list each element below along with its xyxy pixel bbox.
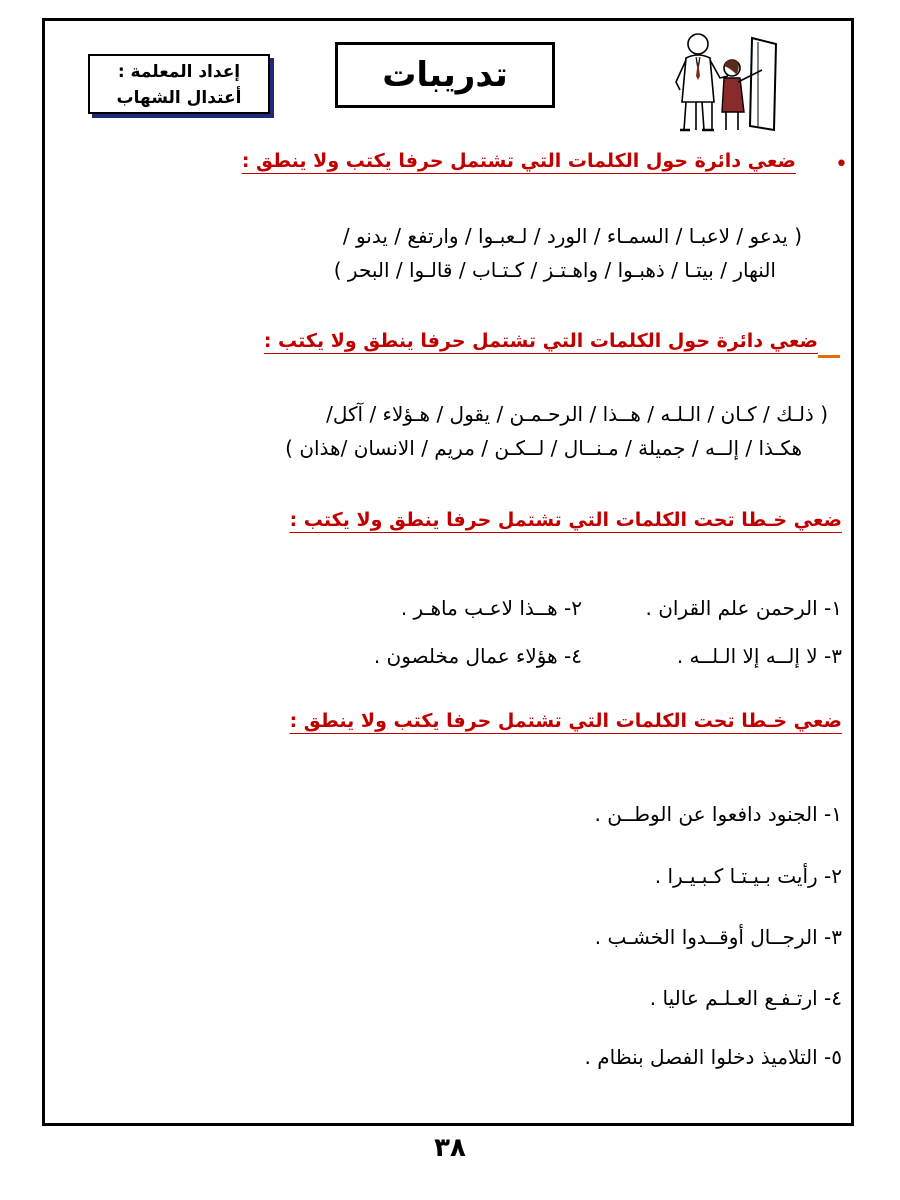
- author-label: إعداد المعلمة :: [117, 62, 241, 82]
- page-title: تدريبات: [335, 42, 555, 108]
- section-4-item-1: ١- الجنود دافعوا عن الوطــن .: [594, 802, 842, 826]
- author-name: أعتدال الشهاب: [116, 88, 242, 108]
- section-2-line-2: هكـذا / إلــه / جميلة / مـنــال / لــكـن / مريم / الانسان /هذان ): [285, 436, 802, 460]
- section-1-line-1: ( يدعو / لاعبـا / السمـاء / الورد / لـعبـوا / وارتفع / يدنو /: [342, 224, 802, 248]
- page-frame: [42, 18, 854, 1126]
- accent-bar: [818, 355, 840, 358]
- section-4-item-2: ٢- رأيت بـيـتـا كـبـيـرا .: [654, 864, 842, 888]
- section-3-item-1: ١- الرحمن علم القران .: [645, 596, 842, 620]
- teacher-student-clipart-icon: [666, 30, 778, 134]
- bullet-icon: •: [835, 152, 848, 177]
- section-3-item-2: ٢- هــذا لاعـب ماهـر .: [400, 596, 582, 620]
- section-3-item-4: ٤- هؤلاء عمال مخلصون .: [373, 644, 582, 668]
- section-4-item-3: ٣- الرجــال أوقــدوا الخشـب .: [594, 925, 842, 949]
- section-3-heading: ضعي خـطا تحت الكلمات التي تشتمل حرفا ينطق ولا يكتب :: [289, 509, 842, 531]
- author-box: [88, 54, 270, 114]
- section-2-heading: ضعي دائرة حول الكلمات التي تشتمل حرفا ينطق ولا يكتب :: [263, 330, 818, 352]
- section-1-line-2: النهار / بيتـا / ذهبـوا / واهـتـز / كـتـاب / قالـوا / البحر ): [333, 258, 776, 282]
- page-number: ٣٨: [434, 1133, 466, 1163]
- section-4-item-4: ٤- ارتـفـع العـلـم عاليا .: [649, 986, 842, 1010]
- section-3-item-3: ٣- لا إلــه إلا الـلــه .: [676, 644, 842, 668]
- section-2-line-1: ( ذلـك / كـان / الـلـه / هــذا / الرحـمـن / يقول / هـؤلاء / آكل/: [326, 402, 828, 426]
- section-4-item-5: ٥- التلاميذ دخلوا الفصل بنظام .: [584, 1045, 842, 1069]
- section-1-heading: ضعي دائرة حول الكلمات التي تشتمل حرفا يكتب ولا ينطق :: [241, 150, 796, 172]
- section-4-heading: ضعي خـطا تحت الكلمات التي تشتمل حرفا يكتب ولا ينطق :: [289, 710, 842, 732]
